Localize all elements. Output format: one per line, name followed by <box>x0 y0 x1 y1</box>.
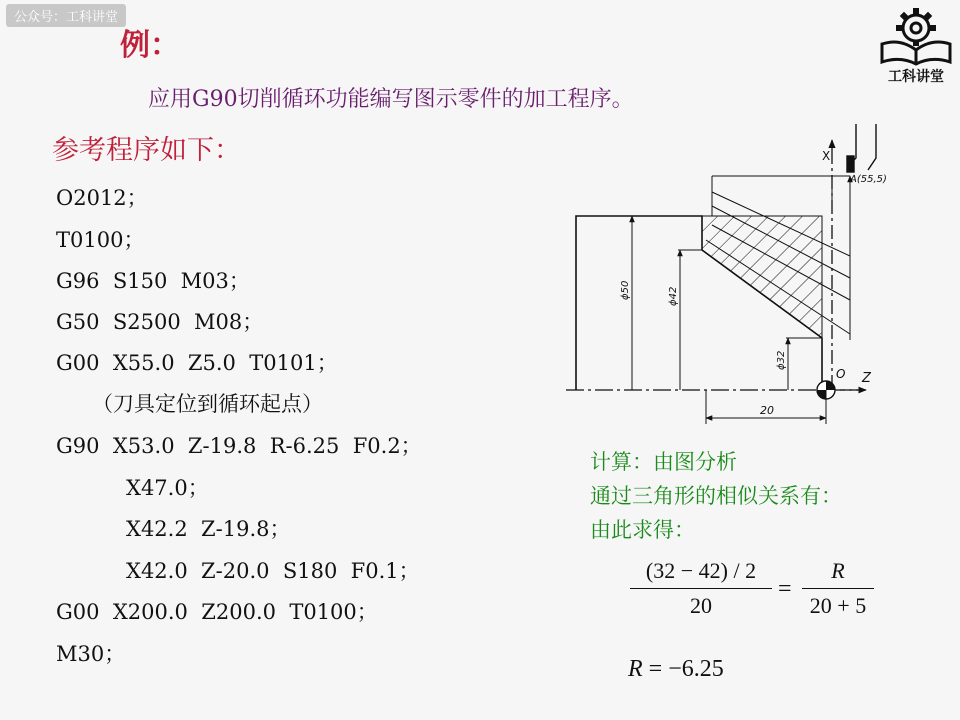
part-drawing <box>560 118 900 430</box>
code-line: O2012； <box>56 186 148 210</box>
origin-label: O <box>836 367 846 381</box>
task-statement: 应用G90切削循环功能编写图示零件的加工程序。 <box>148 87 634 112</box>
left-denominator: 20 <box>690 593 712 618</box>
result-variable: R <box>628 656 643 682</box>
result-value: = −6.25 <box>642 656 724 682</box>
calc-line-3: 由此求得： <box>590 518 695 542</box>
calc-line-2: 通过三角形的相似关系有： <box>590 484 842 508</box>
code-line: T0100； <box>56 228 145 252</box>
code-line: M30； <box>56 642 126 666</box>
equals-sign: = <box>778 576 792 602</box>
x-axis-label: X <box>822 149 831 163</box>
code-line: G00 X55.0 Z5.0 T0101； <box>56 351 338 375</box>
dim-d42: ϕ42 <box>668 286 679 306</box>
dim-d50: ϕ50 <box>620 280 631 300</box>
right-numerator: R <box>802 558 874 589</box>
code-line: X47.0； <box>126 476 209 500</box>
code-comment: （刀具定位到循环起点） <box>92 392 323 416</box>
z-axis-label: Z <box>862 371 871 386</box>
code-line: X42.0 Z-20.0 S180 F0.1； <box>126 559 420 583</box>
logo-text: 工科讲堂 <box>888 69 944 85</box>
calc-line-1: 计算：由图分析 <box>590 450 737 474</box>
code-line: G96 S150 M03； <box>56 269 250 293</box>
code-line: G00 X200.0 Z200.0 T0100； <box>56 600 378 624</box>
left-numerator: (32 − 42) / 2 <box>630 558 772 589</box>
result-equation <box>628 656 724 683</box>
dim-d32: ϕ32 <box>776 350 787 370</box>
similarity-equation <box>630 558 880 628</box>
code-line: G50 S2500 M08； <box>56 310 264 334</box>
right-denominator: 20 + 5 <box>809 593 867 618</box>
point-a-label: A(55,5) <box>850 174 887 185</box>
example-title: 例： <box>120 28 180 63</box>
reference-program-title: 参考程序如下： <box>52 135 241 166</box>
tool-holder <box>847 124 876 172</box>
right-fraction <box>802 558 874 619</box>
watermark: 公众号：工科讲堂 <box>6 4 126 27</box>
code-line: X42.2 Z-19.8； <box>126 517 291 541</box>
left-fraction <box>630 558 772 619</box>
dim-length: 20 <box>760 404 774 417</box>
code-line: G90 X53.0 Z-19.8 R-6.25 F0.2； <box>56 434 422 458</box>
